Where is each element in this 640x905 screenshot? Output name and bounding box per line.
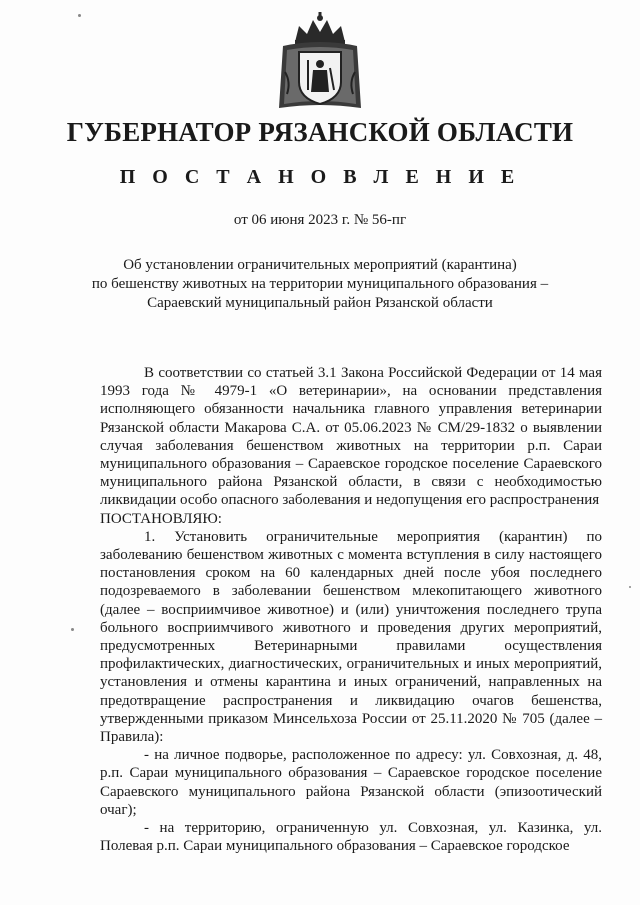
scan-speck [78,14,81,17]
decree-word: ПОСТАНОВЛЯЮ: [100,510,222,527]
subject-line: Сараевский муниципальный район Рязанской области [147,295,493,311]
subject-line: по бешенству животных на территории муниципального образования – [91,276,549,292]
subject-line: Об установлении ограничительных мероприятий (карантина) [123,257,517,273]
bullet-paragraph: - на территорию, ограниченную ул. Совхозная, ул. Казинка, ул. Полевая р.п. Сараи муниципального образования – Сараевское городское [100,820,602,855]
document-date-number: от 06 июня 2023 г. № 56-пг [233,212,407,228]
authority-title: ГУБЕРНАТОР РЯЗАНСКОЙ ОБЛАСТИ [66,117,574,147]
item-paragraph: 1. Установить ограничительные мероприятия (карантин) по заболеванию бешенством животных с момента вступления в силу настоящего постановления сроком на 60 календарных дней после убоя последнего подозреваемого в заболевании бешенством млекопитающего животного (далее – восприимчивое животное) и (или) уничтожения последнего трупа больного восприимчивого животного и проведения других мероприятий, предусмотренных Ветеринарными правилами осуществления профилактических, диагностических, ограничительных и иных мероприятий, установления и отмены карантина и иных ограничений, направленных на предотвращение распространения и ликвидацию очагов бешенства, утвержденными приказом Минсельхоза России от 25.11.2020 № 705 (далее – Правила): [100,528,602,746]
bullet-paragraph: - на личное подворье, расположенное по адресу: ул. Совхозная, д. 48, р.п. Сараи муниципального образования – Сараевское городское поселение Сараевского муниципального района Рязанской области (эпизоотический очаг); [100,747,602,818]
document-type: П О С Т А Н О В Л Е Н И Е [119,166,521,188]
preamble-paragraph: В соответствии со статьей 3.1 Закона Российской Федерации от 14 мая 1993 года № 4979-1 «О ветеринарии», на основании представления исполняющего обязанности начальника главного управления ветеринарии Рязанской области Макарова С.А. от 05.06.2023 № СМ/29-1832 о выявлении случая заболевания бешенством животных на территории р.п. Сараи муниципального образования – Сараевское городское поселение Сараевского муниципального района Рязанской области, в связи с необходимостью ликвидации особо опасного заболевания и недопущения его распространения [100,365,602,509]
document-subject [80,256,560,313]
scan-speck [71,628,74,631]
ryazan-coat-of-arms-icon [277,12,363,112]
document-body [100,364,602,855]
scan-speck [629,586,631,588]
